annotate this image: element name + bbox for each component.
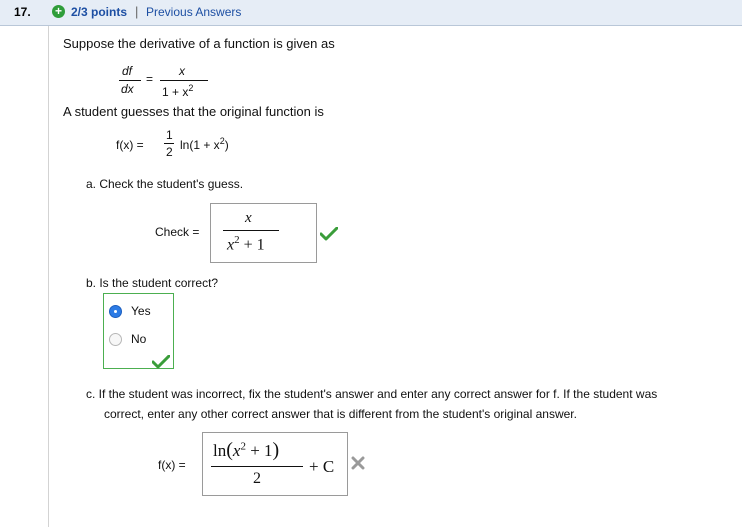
fx-num-rest: + 1 <box>245 441 273 460</box>
check-answer-box[interactable] <box>210 203 317 263</box>
derivative-equation <box>112 60 222 100</box>
fx-num-ln: ln <box>213 441 227 460</box>
fx-answer-denominator: 2 <box>253 470 261 487</box>
part-a-label: a. Check the student's guess. <box>86 177 244 191</box>
check-den-rest: + 1 <box>239 236 265 254</box>
rhs-denominator <box>162 83 193 99</box>
check-answer-denominator <box>227 234 265 254</box>
rhs-numerator: x <box>179 64 185 78</box>
fx-answer-box[interactable] <box>202 432 348 496</box>
check-label: Check = <box>155 225 200 239</box>
rhs-den-exp: 2 <box>188 83 194 93</box>
fx-num-var: x <box>232 441 241 460</box>
guess-equation <box>116 128 276 162</box>
fx-answer-numerator: $\ln(x^2 + 1)$ <box>213 439 280 461</box>
radio-yes[interactable] <box>109 305 122 318</box>
deriv-fraction-line <box>119 80 141 81</box>
check-den-exp: 2 <box>234 234 240 246</box>
check-answer-numerator: x <box>245 210 252 226</box>
incorrect-x-icon <box>351 456 365 470</box>
guess-rhs-base: ln(1 + x <box>180 138 220 152</box>
fx-answer-constant: + C <box>309 457 335 476</box>
fx-label: f(x) = <box>158 458 186 472</box>
points-score: 2/3 points <box>71 5 128 19</box>
option-no-label[interactable]: No <box>131 332 147 346</box>
fx-answer-fraction-line <box>211 466 303 467</box>
deriv-numerator: df <box>122 64 133 78</box>
part-c-label-line2: correct, enter any other correct answer that is different from the student's original answer. <box>104 407 577 421</box>
radio-no[interactable] <box>109 333 122 346</box>
check-answer-fraction-line <box>223 230 279 231</box>
checkmark-icon <box>320 227 338 241</box>
guess-intro: A student guesses that the original function is <box>63 104 324 119</box>
option-yes-label[interactable]: Yes <box>131 304 151 318</box>
guess-fraction-line <box>164 143 174 144</box>
question-number: 17. <box>14 5 31 19</box>
part-b-label: b. Is the student correct? <box>86 276 219 290</box>
guess-frac-num: 1 <box>166 128 173 142</box>
plus-icon: + <box>52 5 65 18</box>
guess-frac-den: 2 <box>166 145 173 159</box>
check-den-var: x <box>227 236 235 254</box>
previous-answers-link[interactable]: Previous Answers <box>146 5 242 19</box>
rhs-fraction-line <box>160 80 208 81</box>
guess-lhs: f(x) = <box>116 138 144 152</box>
guess-rhs-close: ) <box>224 138 229 152</box>
deriv-denominator: dx <box>121 82 134 96</box>
checkmark-icon <box>152 355 170 369</box>
guess-rhs-exp: 2 <box>219 136 225 146</box>
problem-intro: Suppose the derivative of a function is given as <box>63 36 335 51</box>
guess-rhs <box>180 136 229 152</box>
deriv-equals: = <box>146 72 154 86</box>
rhs-den-base: 1 + x <box>162 85 189 99</box>
part-c-label-line1: c. If the student was incorrect, fix the student's answer and enter any correct answer for f. If the student was <box>86 387 658 401</box>
header-separator: | <box>135 4 139 19</box>
content-left-border <box>48 26 49 527</box>
fx-num-exp: 2 <box>240 440 246 453</box>
